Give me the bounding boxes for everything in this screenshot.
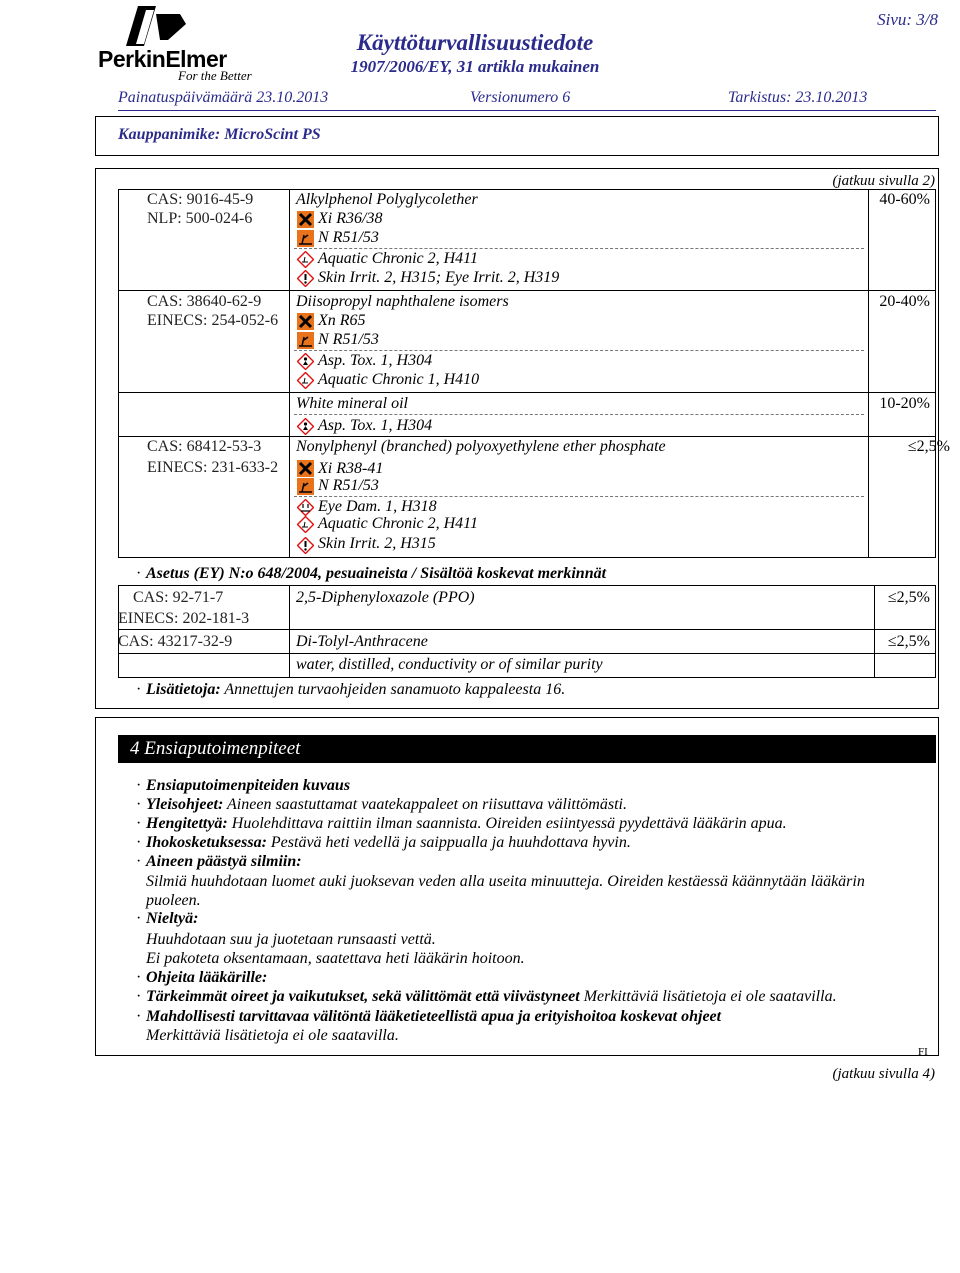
first-aid-text: Pestävä heti vedellä ja saippualla ja huuhdottava hyvin. — [270, 834, 631, 851]
ingredient-cas: CAS: 9016-45-9 — [147, 191, 254, 208]
product-name: Kauppanimike: MicroScint PS — [118, 126, 321, 143]
first-aid-label: Ihokosketuksessa: — [146, 834, 267, 851]
additional-info-label: Lisätietoja: — [146, 681, 221, 698]
classification-line: Asp. Tox. 1, H304 — [318, 417, 433, 434]
classification-line: Skin Irrit. 2, H315 — [318, 535, 436, 552]
ingredient-percent: 20-40% — [879, 293, 930, 310]
table-left-rule — [118, 585, 119, 677]
classification-line: Xi R36/38 — [318, 210, 383, 227]
bullet-dot: · — [136, 834, 142, 851]
harmful-x-icon — [297, 211, 314, 228]
ingredient-name: 2,5-Diphenyloxazole (PPO) — [296, 589, 475, 606]
ghs-environment-icon — [297, 516, 314, 533]
first-aid-label: Hengitettyä: — [146, 815, 228, 832]
id-column-rule — [289, 189, 290, 557]
ingredient-cas: CAS: 92-71-7 — [133, 589, 224, 606]
ingredient-name: Diisopropyl naphthalene isomers — [296, 293, 509, 310]
ghs-environment-icon — [297, 372, 314, 389]
first-aid-item — [146, 796, 627, 814]
classification-line: N R51/53 — [318, 331, 379, 348]
ghs-health-hazard-icon — [297, 353, 314, 370]
ghs-corrosion-icon — [297, 499, 314, 516]
first-aid-detail: puoleen. — [146, 892, 201, 909]
ingredient-name: Di-Tolyl-Anthracene — [296, 633, 428, 650]
ingredient-name: water, distilled, conductivity or of similar purity — [296, 656, 603, 673]
first-aid-item — [146, 853, 302, 871]
first-aid-label: Aineen päästyä silmiin: — [146, 853, 302, 870]
row-rule — [118, 557, 936, 558]
ingredient-ec: EINECS: 202-181-3 — [118, 610, 250, 627]
ingredient-cas: CAS: 68412-53-3 — [147, 438, 262, 455]
first-aid-label: Tärkeimmät oireet ja vaikutukset, sekä välittömät että viivästyneet — [146, 988, 580, 1005]
dashed-separator — [294, 496, 864, 497]
classification-line: Aquatic Chronic 2, H411 — [318, 250, 478, 267]
classification-line: N R51/53 — [318, 477, 379, 494]
ingredient-percent: ≤2,5% — [887, 633, 930, 650]
bullet-dot: · — [136, 565, 142, 582]
classification-line: Aquatic Chronic 1, H410 — [318, 371, 480, 388]
revision-date: Tarkistus: 23.10.2013 — [728, 89, 868, 106]
environment-icon — [297, 230, 314, 247]
classification-line: N R51/53 — [318, 229, 379, 246]
bullet-dot: · — [136, 1008, 142, 1025]
pct-column-rule — [874, 585, 875, 677]
ingredient-percent: 40-60% — [879, 191, 930, 208]
table-top-rule — [118, 189, 936, 190]
first-aid-label: Ensiaputoimenpiteiden kuvaus — [146, 777, 351, 794]
first-aid-detail: Silmiä huuhdotaan luomet auki juoksevan veden alla useita minuutteja. Oireiden kestäessä käännytään lääkärin — [146, 873, 865, 890]
row-rule — [118, 629, 936, 630]
regulation-heading: Asetus (EY) N:o 648/2004, pesuaineista / Sisältöä koskevat merkinnät — [146, 565, 607, 582]
language-code: FI — [918, 1046, 928, 1058]
ingredient-ec: NLP: 500-024-6 — [147, 210, 253, 227]
first-aid-label: Mahdollisesti tarvittavaa välitöntä lääketieteellistä apua ja erityishoitoa koskevat ohjeet — [146, 1008, 722, 1025]
row-rule — [118, 290, 936, 291]
document-title: Käyttöturvallisuustiedote — [356, 30, 594, 55]
classification-line: Aquatic Chronic 2, H411 — [318, 515, 478, 532]
document-subtitle: 1907/2006/EY, 31 artikla mukainen — [350, 57, 600, 76]
first-aid-item — [146, 1008, 721, 1026]
bullet-dot: · — [136, 815, 142, 832]
row-rule — [118, 653, 936, 654]
row-rule — [118, 677, 936, 678]
ingredient-cas: CAS: 43217-32-9 — [118, 633, 233, 650]
company-tagline: For the Better — [178, 68, 252, 83]
first-aid-label: Yleisohjeet: — [146, 796, 224, 813]
first-aid-detail: Huuhdotaan suu ja juotetaan runsaasti vettä. — [146, 931, 436, 948]
ghs-exclamation-icon — [297, 270, 314, 287]
bullet-dot: · — [136, 910, 142, 927]
harmful-x-icon — [297, 313, 314, 330]
first-aid-item — [146, 777, 350, 795]
first-aid-text: Aineen saastuttamat vaatekappaleet on riisuttava välittömästi. — [227, 796, 627, 813]
classification-line: Eye Dam. 1, H318 — [318, 498, 437, 515]
harmful-x-icon — [297, 460, 314, 477]
first-aid-label: Ohjeita lääkärille: — [146, 969, 268, 986]
bullet-dot: · — [136, 853, 142, 870]
ingredient-name: White mineral oil — [296, 395, 408, 412]
classification-line: Xi R38-41 — [318, 460, 384, 477]
company-name: PerkinElmer — [98, 46, 227, 72]
additional-info — [146, 681, 565, 699]
print-date: Painatuspäivämäärä 23.10.2013 — [118, 89, 329, 106]
version-number: Versionumero 6 — [470, 89, 571, 106]
dashed-separator — [294, 248, 864, 249]
classification-line: Xn R65 — [318, 312, 366, 329]
ingredient-cas: CAS: 38640-62-9 — [147, 293, 262, 310]
pct-column-rule — [868, 189, 869, 557]
ingredient-ec: EINECS: 231-633-2 — [147, 459, 279, 476]
dashed-separator — [294, 414, 864, 415]
dashed-separator — [294, 350, 864, 351]
ghs-health-hazard-icon — [297, 418, 314, 435]
bullet-dot: · — [136, 777, 142, 794]
ingredient-percent: ≤2,5% — [887, 589, 930, 606]
first-aid-item — [146, 834, 631, 852]
bullet-dot: · — [136, 681, 142, 698]
bullet-dot: · — [136, 988, 142, 1005]
first-aid-item — [146, 910, 198, 928]
id-column-rule — [289, 585, 290, 677]
row-rule — [118, 585, 936, 586]
ghs-environment-icon — [297, 251, 314, 268]
ingredient-percent: 10-20% — [879, 395, 930, 412]
header-rule — [118, 110, 936, 111]
ingredient-name: Alkylphenol Polyglycolether — [296, 191, 478, 208]
additional-info-text: Annettujen turvaohjeiden sanamuoto kappaleesta 16. — [224, 681, 566, 698]
first-aid-item — [146, 815, 787, 833]
table-left-rule — [118, 189, 119, 557]
first-aid-label: Nieltyä: — [146, 910, 199, 927]
first-aid-item — [146, 988, 837, 1006]
bullet-dot: · — [136, 969, 142, 986]
continued-to: (jatkuu sivulla 4) — [832, 1066, 935, 1082]
first-aid-detail: Ei pakoteta oksentamaan, saatettava heti lääkärin hoitoon. — [146, 950, 525, 967]
section-title: 4 Ensiaputoimenpiteet — [130, 738, 301, 759]
ingredient-ec: EINECS: 254-052-6 — [147, 312, 279, 329]
row-rule — [118, 392, 936, 393]
bullet-dot: · — [136, 796, 142, 813]
first-aid-text: Merkittäviä lisätietoja ei ole saatavilla. — [583, 988, 837, 1005]
table-right-rule — [935, 585, 936, 677]
first-aid-item — [146, 969, 267, 987]
environment-icon — [297, 332, 314, 349]
page-number: Sivu: 3/8 — [877, 10, 938, 29]
table-right-rule — [935, 189, 936, 557]
ingredient-name: Nonylphenyl (branched) polyoxyethylene ether phosphate — [296, 438, 666, 455]
first-aid-detail: Merkittäviä lisätietoja ei ole saatavilla. — [146, 1027, 399, 1044]
classification-line: Skin Irrit. 2, H315; Eye Irrit. 2, H319 — [318, 269, 560, 286]
continued-from: (jatkuu sivulla 2) — [832, 173, 935, 189]
classification-line: Asp. Tox. 1, H304 — [318, 352, 433, 369]
first-aid-text: Huolehdittava raittiin ilman saannista. Oireiden esiintyessä pyydettävä lääkärin apua. — [231, 815, 787, 832]
ghs-exclamation-icon — [297, 537, 314, 554]
row-rule — [118, 436, 936, 437]
ingredient-percent: ≤2,5% — [907, 438, 950, 455]
environment-icon — [297, 478, 314, 495]
